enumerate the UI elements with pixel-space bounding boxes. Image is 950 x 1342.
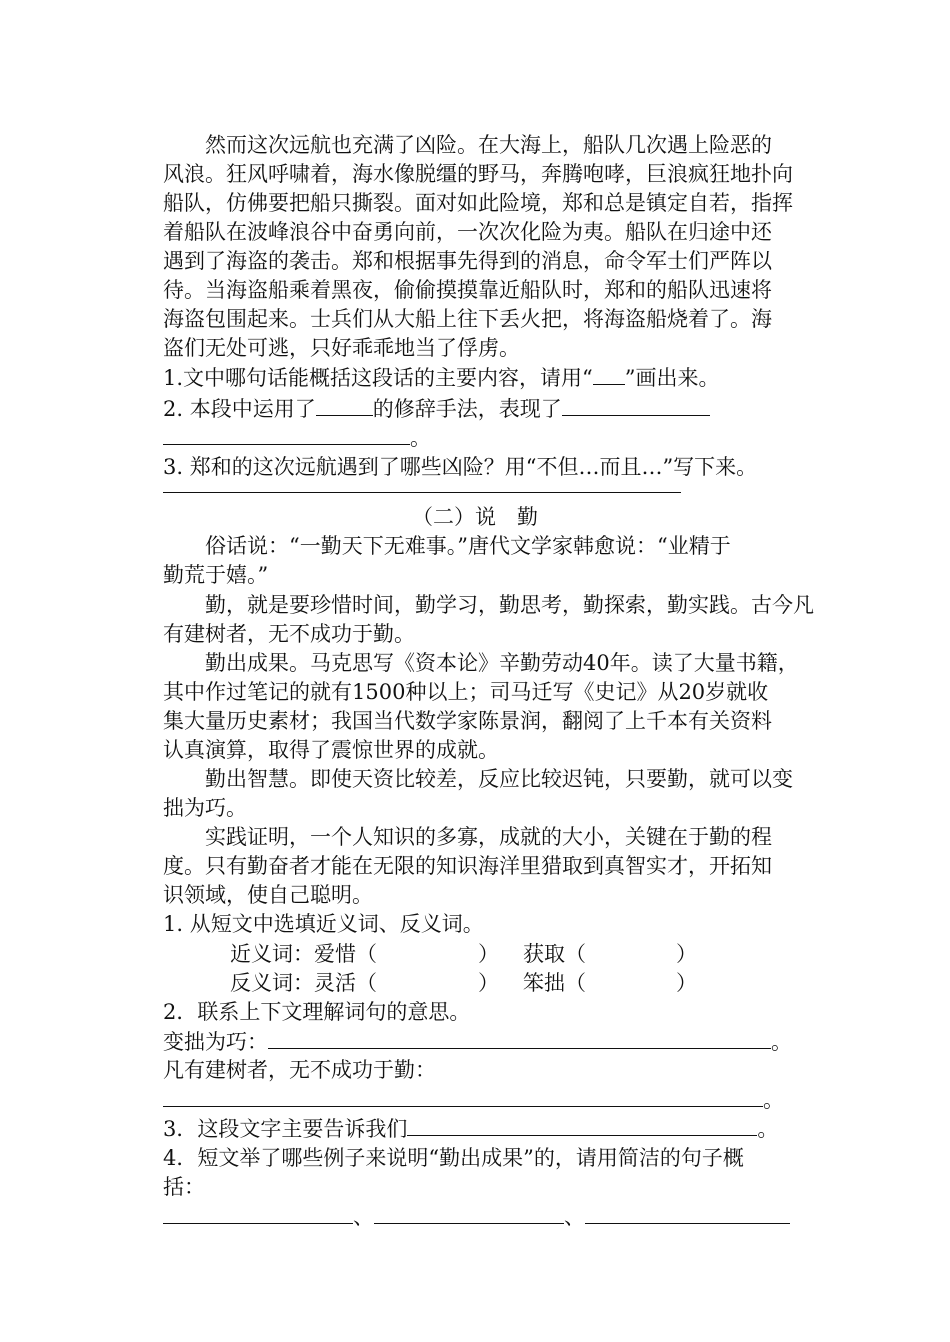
s2-question-1: 1. 从短文中选填近义词、反义词。 <box>163 912 484 936</box>
paren-close: ） <box>676 942 697 966</box>
passage2-line: 其中作过笔记的就有1500种以上；司马迁写《史记》从20岁就收 <box>163 680 769 704</box>
answer-blank[interactable] <box>163 1086 763 1107</box>
passage2-line: 认真演算，取得了震惊世界的成就。 <box>163 738 499 762</box>
passage2-line: 集大量历史素材；我国当代数学家陈景润，翻阅了上千本有关资料 <box>163 709 772 733</box>
passage1-line: 风浪。狂风呼啸着，海水像脱缰的野马，奔腾咆哮，巨浪疯狂地扑向 <box>163 162 793 186</box>
answer-line[interactable] <box>163 492 681 493</box>
question-2: 2. 本段中运用了 的修辞手法，表现了 <box>163 395 710 422</box>
passage2-line: 识领域，使自己聪明。 <box>163 883 373 907</box>
passage2-line: 勤，就是要珍惜时间，勤学习，勤思考，勤探索，勤实践。古今凡 <box>205 593 814 617</box>
s2-question-4-cont: 括： <box>163 1175 205 1199</box>
question-1: 1.文中哪句话能概括这段话的主要内容，请用“ ”画出来。 <box>163 366 720 390</box>
s2-q2-item-2-answer: 。 <box>163 1086 784 1113</box>
s2-q4-answers: 、 、 <box>163 1203 790 1230</box>
passage1-line: 着船队在波峰浪谷中奋勇向前，一次次化险为夷。船队在归途中还 <box>163 220 772 244</box>
question-2-continuation: 。 <box>163 424 431 451</box>
passage2-line: 度。只有勤奋者才能在无限的知识海洋里猎取到真智实才，开拓知 <box>163 854 772 878</box>
paren-close: ） <box>478 942 499 966</box>
paren-close: ） <box>676 971 697 995</box>
s2-q2-item-1: 变拙为巧： 。 <box>163 1030 792 1054</box>
passage2-line: 有建树者，无不成功于勤。 <box>163 622 415 646</box>
passage1-line: 待。当海盗船乘着黑夜，偷偷摸摸靠近船队时，郑和的船队迅速将 <box>163 278 772 302</box>
passage2-line: 拙为巧。 <box>163 796 247 820</box>
passage1-line: 船队，仿佛要把船只撕裂。面对如此险境，郑和总是镇定自若，指挥 <box>163 191 793 215</box>
passage1-line: 盗们无处可逃，只好乖乖地当了俘虏。 <box>163 336 520 360</box>
answer-blank[interactable] <box>268 1028 771 1049</box>
answer-blank[interactable] <box>585 1203 790 1224</box>
synonym-row-2: 获取（ <box>523 942 586 966</box>
s2-question-3: 3．这段文字主要告诉我们 。 <box>163 1117 779 1141</box>
s2-question-2: 2．联系上下文理解词句的意思。 <box>163 1000 471 1024</box>
answer-blank[interactable] <box>316 395 373 416</box>
antonym-row-2: 笨拙（ <box>523 971 586 995</box>
passage1-line: 遇到了海盗的袭击。郑和根据事先得到的消息，命令军士们严阵以 <box>163 249 772 273</box>
passage2-line: 俗话说：“一勤天下无难事。”唐代文学家韩愈说：“业精于 <box>205 534 731 558</box>
answer-blank[interactable] <box>163 1203 353 1224</box>
paren-close: ） <box>478 971 499 995</box>
section-title: （二）说 勤 <box>412 505 538 529</box>
passage2-line: 勤出智慧。即使天资比较差，反应比较迟钝，只要勤，就可以变 <box>205 767 793 791</box>
answer-blank[interactable] <box>562 395 710 416</box>
answer-blank[interactable] <box>407 1115 757 1136</box>
passage1-line: 然而这次远航也充满了凶险。在大海上，船队几次遇上险恶的 <box>205 133 772 157</box>
antonym-row: 反义词：灵活（ <box>230 971 377 995</box>
synonym-row: 近义词：爱惜（ <box>230 942 377 966</box>
s2-question-4: 4．短文举了哪些例子来说明“勤出成果”的，请用简洁的句子概 <box>163 1146 744 1170</box>
answer-blank[interactable] <box>374 1203 564 1224</box>
passage2-line: 勤出成果。马克思写《资本论》辛勤劳动40年。读了大量书籍， <box>205 651 799 675</box>
passage2-line: 实践证明，一个人知识的多寡，成就的大小，关键在于勤的程 <box>205 825 772 849</box>
passage2-line: 勤荒于嬉。” <box>163 563 269 587</box>
question-3: 3. 郑和的这次远航遇到了哪些凶险？用“不但…而且…”写下来。 <box>163 455 758 479</box>
answer-blank[interactable] <box>163 424 410 445</box>
answer-blank[interactable] <box>593 364 625 385</box>
s2-q2-item-2: 凡有建树者，无不成功于勤： <box>163 1058 436 1082</box>
passage1-line: 海盗包围起来。士兵们从大船上往下丢火把，将海盗船烧着了。海 <box>163 307 772 331</box>
